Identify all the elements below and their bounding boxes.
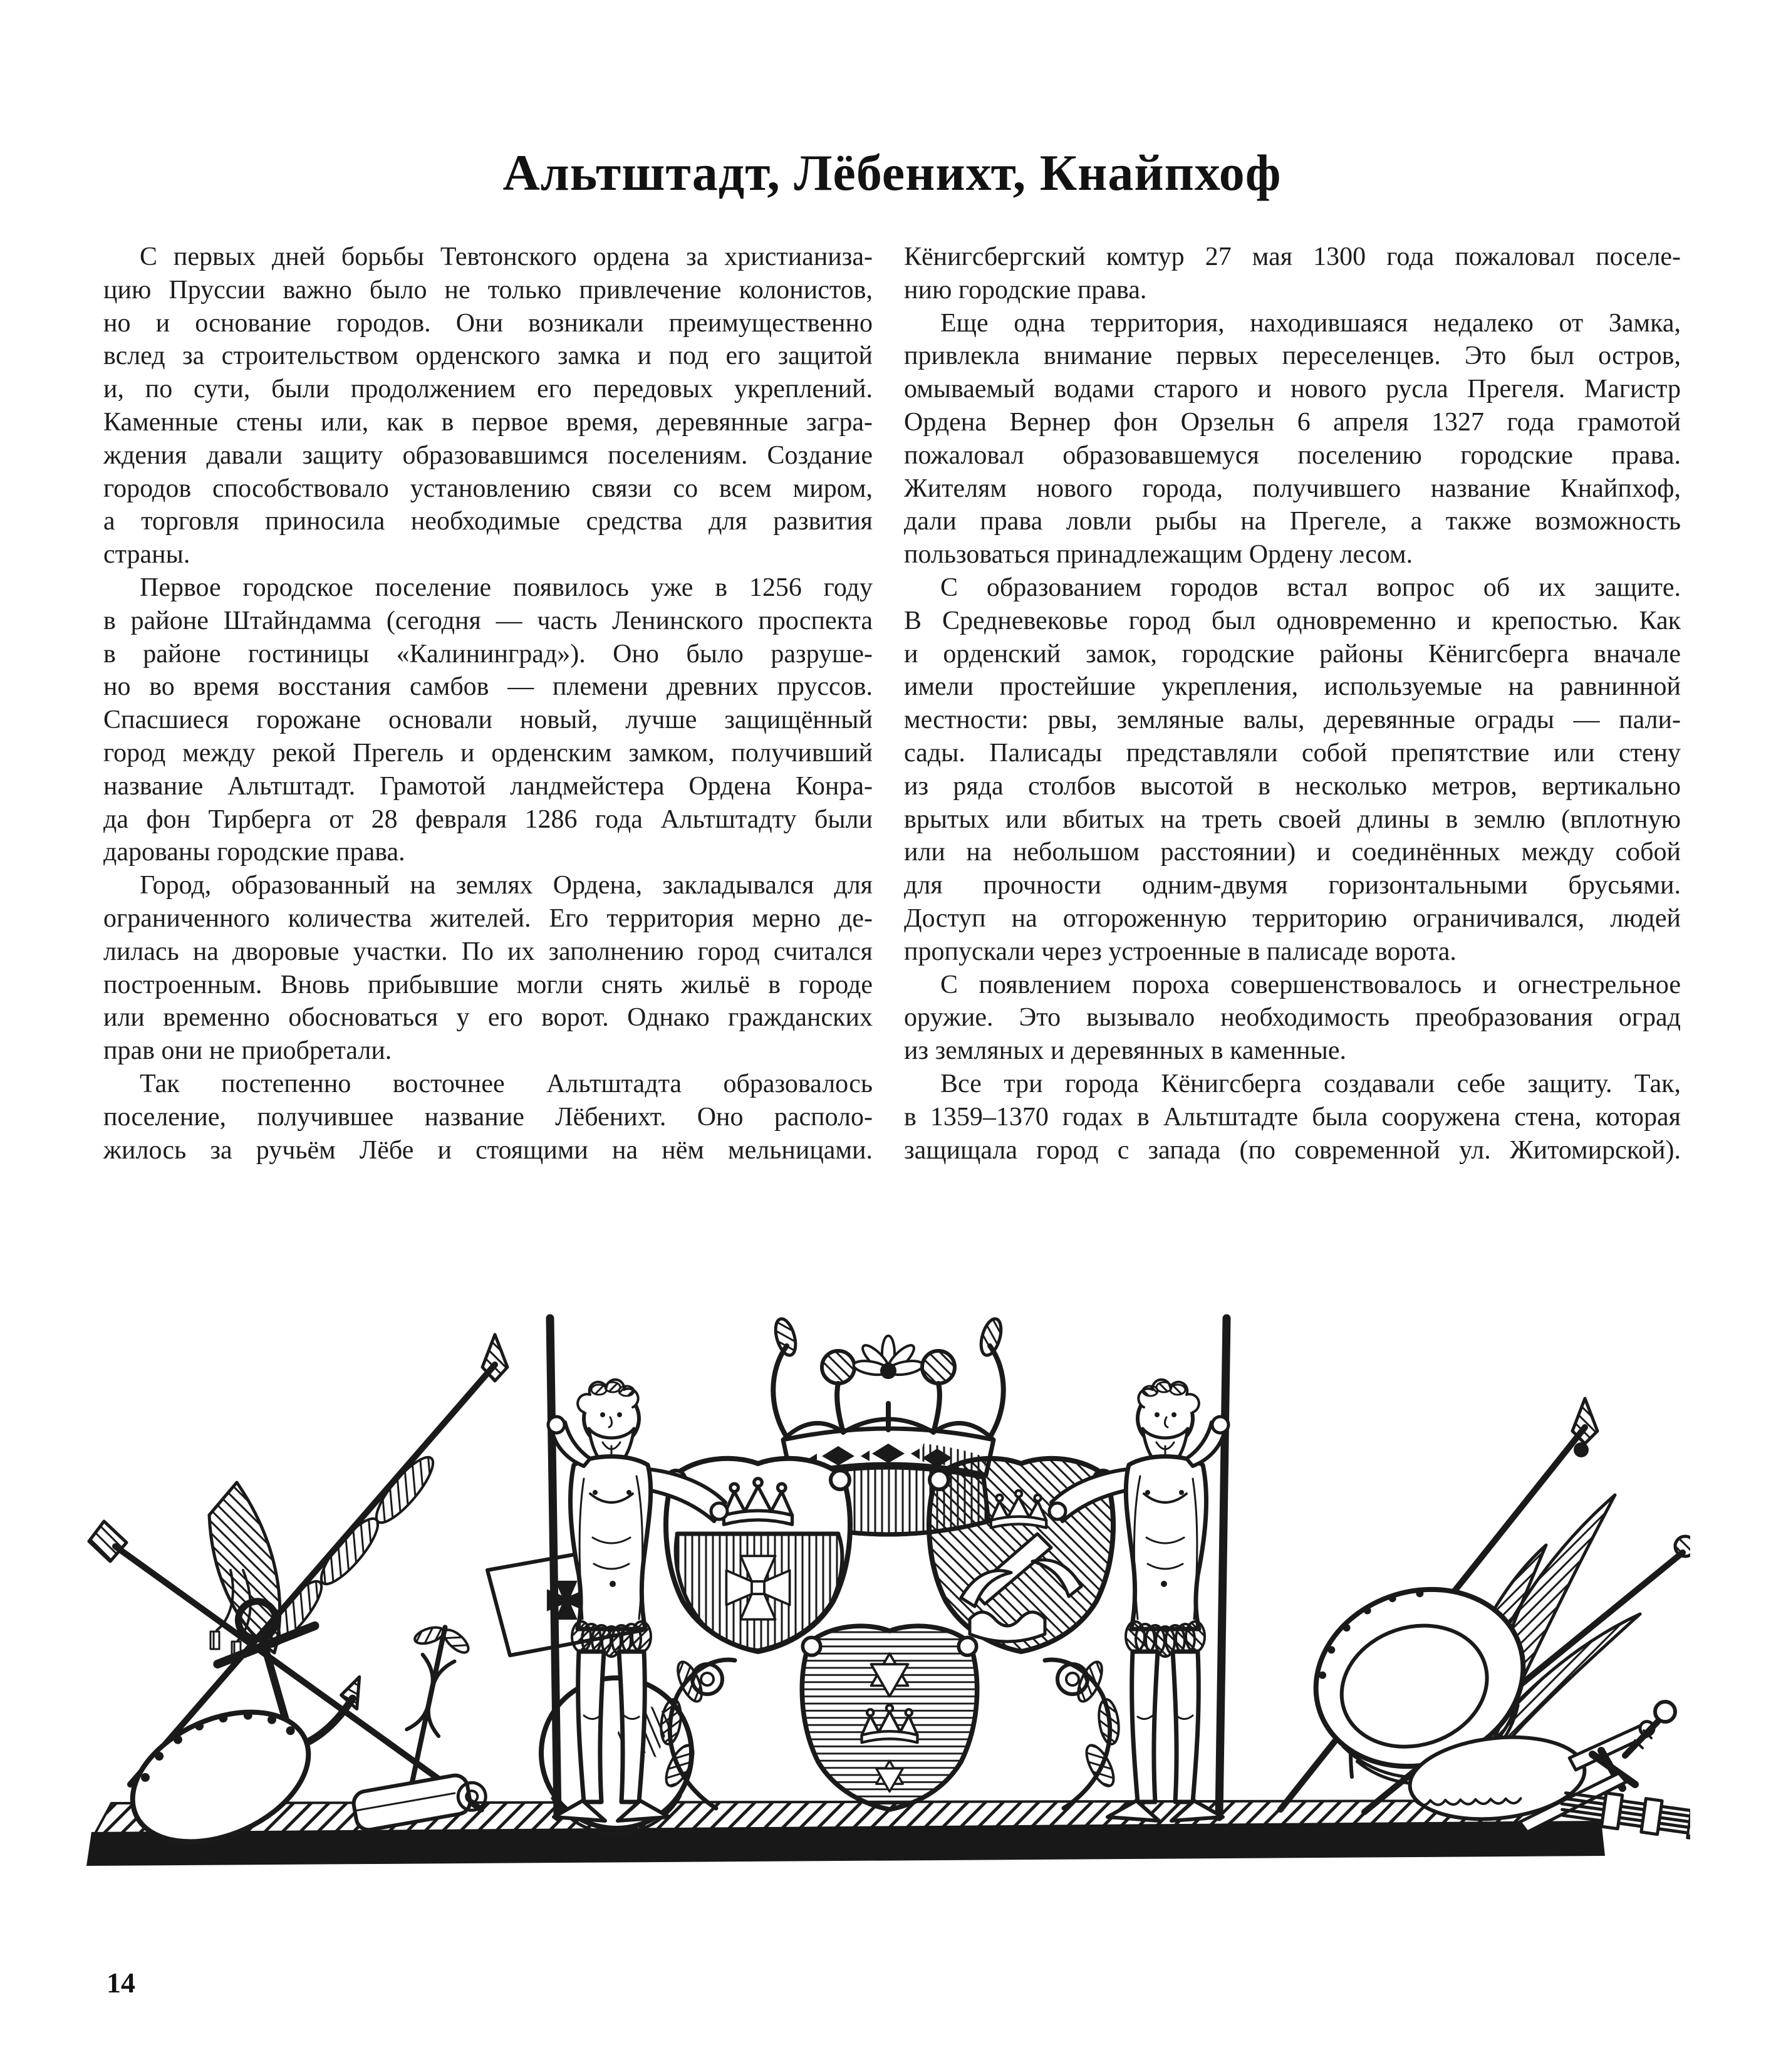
text-line: С образованием городов встал вопрос об их защите. xyxy=(940,573,1681,602)
ground xyxy=(86,1801,1605,1866)
text-line: ограниченного количества жителей. Его территория мерно де- xyxy=(103,903,873,933)
text-line: Каменные стены или, как в первое время, деревянные загра- xyxy=(103,407,873,437)
text-line: ждения давали защиту образовавшимся поселениям. Создание xyxy=(103,440,873,470)
text-line: местности: рвы, земляные валы, деревянные ограды — пали- xyxy=(904,705,1681,735)
text-line: Еще одна территория, находившаяся недалеко от Замка, xyxy=(940,308,1681,338)
text-line: врытых или вбитых на треть своей длины в землю (вплотную xyxy=(904,804,1681,834)
text-line: но во время восстания самбов — племени древних пруссов. xyxy=(103,672,873,702)
text-line: лилась на дворовые участки. По их заполнению город считался xyxy=(103,937,873,966)
text-line: Кёнигсбергский комтур 27 мая 1300 года пожаловал поселе- xyxy=(904,242,1681,271)
acanthus-right xyxy=(1045,1658,1121,1808)
text-line: да фон Тирберга от 28 февраля 1286 года Альтштадту были xyxy=(103,804,873,834)
text-line: построенным. Вновь прибывшие могли снять жильё в городе xyxy=(103,970,873,999)
text-line: Все три города Кёнигсберга создавали себе защиту. Так, xyxy=(940,1069,1681,1098)
text-line: Спасшиеся горожане основали новый, лучше защищённый xyxy=(103,705,873,735)
text-line: в районе гостиницы «Калининград»). Оно было разруше- xyxy=(103,639,873,669)
text-line: привлекла внимание первых переселенцев. Это был остров, xyxy=(904,341,1681,371)
text-line: дали права ловли рыбы на Прегеле, а также возможность xyxy=(904,507,1681,536)
page-number: 14 xyxy=(106,1967,135,1999)
text-line: омываемый водами старого и нового русла Прегеля. Магистр xyxy=(904,375,1681,404)
text-line: страны. xyxy=(103,540,190,570)
paragraph xyxy=(103,241,873,571)
coat-of-arms-engraving xyxy=(86,1276,1690,1877)
paragraph xyxy=(103,571,873,869)
right-trophies xyxy=(1280,1398,1690,1842)
text-line: для прочности одним-двумя горизонтальными брусьями. xyxy=(904,871,1681,900)
text-line: С первых дней борьбы Тевтонского ордена за христианиза- xyxy=(140,242,873,271)
text-line: Доступ на отгороженную территорию ограничивался, людей xyxy=(904,903,1681,933)
text-line: защищала город с запада (по современной ул. Житомирской). xyxy=(904,1135,1681,1165)
text-line: имели простейшие укрепления, используемые на равнинной xyxy=(904,672,1681,702)
text-line: прав они не приобретали. xyxy=(103,1036,392,1066)
text-line: пожаловал образовавшемуся поселению городские права. xyxy=(904,440,1681,470)
text-line: В Средневековье город был одновременно и крепостью. Как xyxy=(904,606,1681,635)
shield-loebenicht xyxy=(802,1626,977,1809)
page-title: Альтштадт, Лёбенихт, Кнайпхоф xyxy=(502,143,1282,201)
text-line: и, по сути, были продолжением его передовых укреплений. xyxy=(103,375,873,404)
text-line: название Альтштадт. Грамотой ландмейстера Ордена Конра- xyxy=(103,771,873,801)
paragraph xyxy=(904,1068,1681,1167)
text-line: городов способствовало установлению связи со всем миром, xyxy=(103,474,873,503)
text-line: и орденский замок, городские районы Кёнигсберга вначале xyxy=(904,639,1681,669)
paragraph xyxy=(103,869,873,1068)
paragraph xyxy=(103,1068,873,1167)
text-line: нию городские права. xyxy=(904,275,1147,305)
text-line: в районе Штайндамма (сегодня — часть Ленинского проспекта xyxy=(103,606,873,635)
text-line: вслед за строительством орденского замка и под его защитой xyxy=(103,341,873,371)
text-line: а торговля приносила необходимые средства для развития xyxy=(103,507,873,536)
text-line: Так постепенно восточнее Альтштадта образовалось xyxy=(140,1069,873,1098)
text-line: Жителям нового города, получившего название Кнайпхоф, xyxy=(904,474,1681,503)
text-column-left xyxy=(103,241,873,1167)
text-line: С появлением пороха совершенствовалось и огнестрельное xyxy=(940,970,1681,999)
text-line: сады. Палисады представляли собой препятствие или стену xyxy=(904,738,1681,768)
text-line: Первое городское поселение появилось уже в 1256 году xyxy=(140,573,873,602)
text-line: но и основание городов. Они возникали преимущественно xyxy=(103,308,873,338)
text-column-right xyxy=(904,241,1681,1167)
text-line: или временно обосноваться у его ворот. Однако гражданских xyxy=(103,1003,873,1033)
text-line: в 1359–1370 годах в Альтштадте была сооружена стена, которая xyxy=(904,1102,1681,1132)
text-line: жилось за ручьём Лёбе и стоящими на нём мельницами. xyxy=(103,1135,873,1165)
text-line: поселение, получившее название Лёбенихт. Оно располо- xyxy=(103,1102,873,1132)
text-line: дарованы городские права. xyxy=(103,838,405,867)
text-line: Город, образованный на землях Ордена, закладывался для xyxy=(140,871,873,900)
text-line: пропускали через устроенные в палисаде ворота. xyxy=(904,937,1457,966)
text-line: из ряда столбов высотой в несколько метров, вертикально xyxy=(904,771,1681,801)
paragraph xyxy=(904,571,1681,969)
paragraph xyxy=(904,307,1681,571)
paragraph xyxy=(904,969,1681,1068)
text-line: пользоваться принадлежащим Ордену лесом. xyxy=(904,540,1413,570)
text-line: оружие. Это вызывало необходимость преобразования оград xyxy=(904,1003,1681,1033)
text-line: или на небольшом расстоянии) и соединённых между собой xyxy=(904,838,1681,867)
text-line: из земляных и деревянных в каменные. xyxy=(904,1036,1347,1066)
acanthus-left xyxy=(658,1658,735,1808)
paragraph xyxy=(904,241,1681,307)
text-line: цию Пруссии важно было не только привлечение колонистов, xyxy=(103,275,873,305)
text-line: город между рекой Прегель и орденским замком, получивший xyxy=(103,738,873,768)
text-line: Ордена Вернер фон Орзельн 6 апреля 1327 года грамотой xyxy=(904,407,1681,437)
